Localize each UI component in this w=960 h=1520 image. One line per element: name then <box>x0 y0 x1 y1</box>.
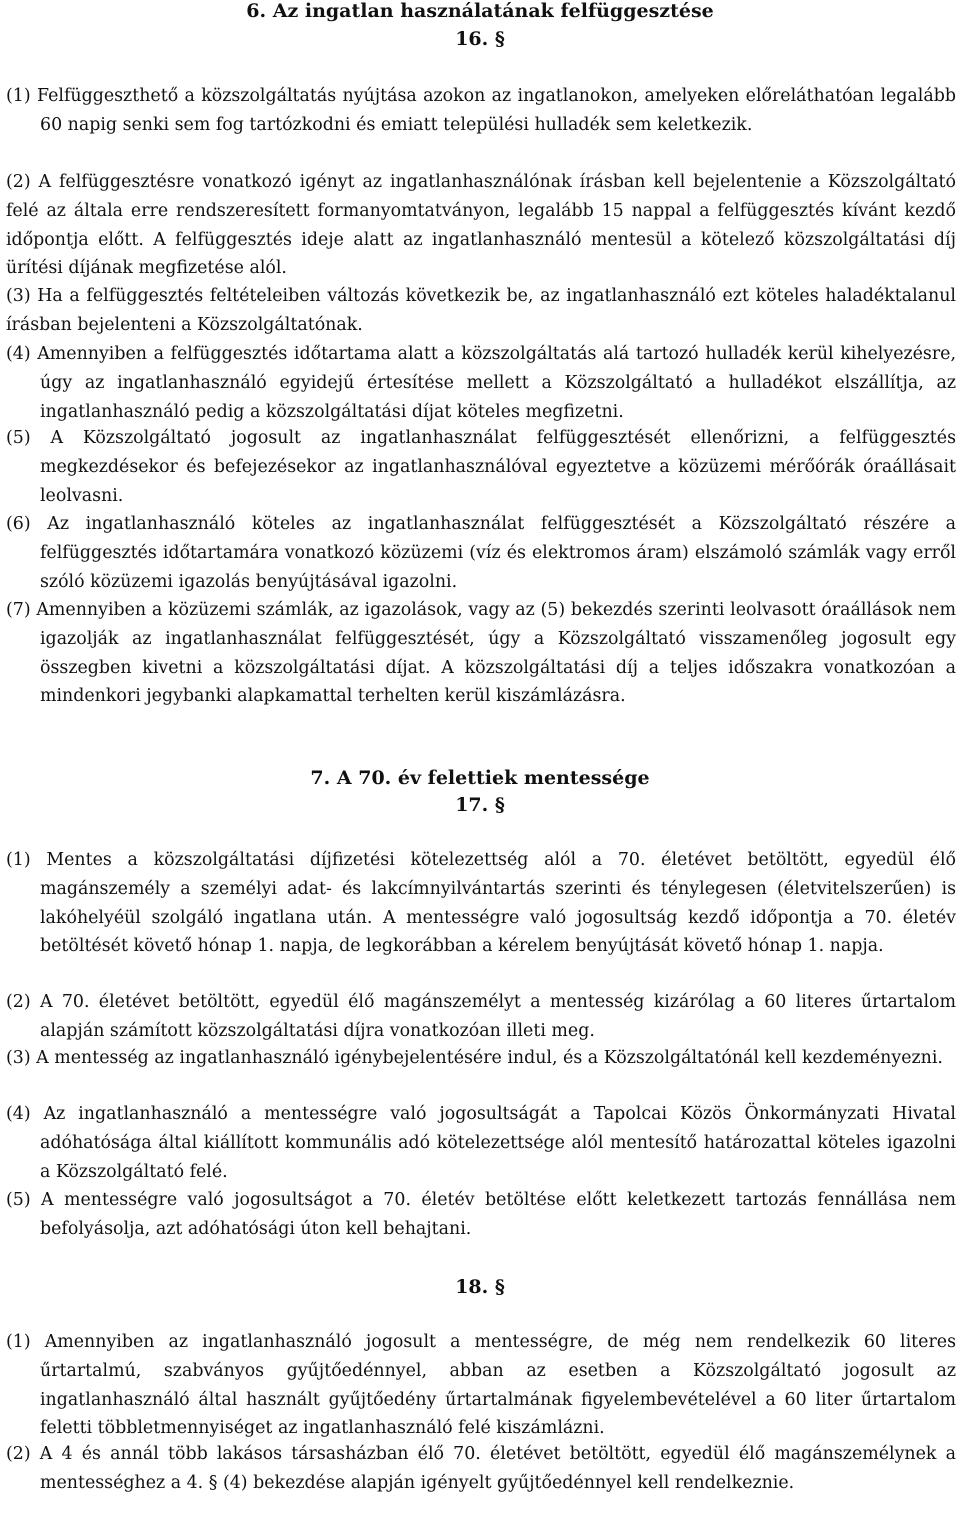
paragraph-18-item-2: (2) A 4 és annál több lakásos társasházban élő 70. életévet betöltött, egyedül élő magánszemélynek a mentességhez a 4. § (4) bekezdése alapján igényelt gyűjtőedénnyel kell rendelkeznie. <box>6 1444 956 1493</box>
paragraph-17-number: 17. § <box>455 794 505 816</box>
paragraph-17-item-4: (4) Az ingatlanhasználó a mentességre való jogosultságát a Tapolcai Közös Önkormányzati Hivatal adóhatósága által kiállított kommunális adó kötelezettsége alól mentesítő határozattal köteles igazolni a Közszolgáltató felé. <box>6 1104 956 1182</box>
paragraph-17-item-1: (1) Mentes a közszolgáltatási díjfizetési kötelezettség alól a 70. életévet betöltött, egyedül élő magánszemély a személyi adat- és lakcímnyilvántartás szerinti és ténylegesen (életvitelszerűen) is lakóhelyéül szolgáló ingatlana után. A mentességre való jogosultság kezdő időpontja a 70. életév betöltését követő hónap 1. napja, de legkorábban a kérelem benyújtását követő hónap 1. napja. <box>6 850 956 957</box>
paragraph-16-item-2: (2) A felfüggesztésre vonatkozó igényt az ingatlanhasználónak írásban kell bejelentenie a Közszolgáltató felé az általa erre rendszeresített formanyomtatványon, legalább 15 nappal a felfüggesztés kívánt kezdő időpontja előtt. A felfüggesztés ideje alatt az ingatlanhasználó mentesül a kötelező közszolgáltatási díj ürítési díjának megfizetése alól. <box>6 172 956 279</box>
paragraph-16-item-1: (1) Felfüggeszthető a közszolgáltatás nyújtása azokon az ingatlanokon, amelyeken előreláthatóan legalább 60 napig senki sem fog tartózkodni és emiatt települési hulladék sem keletkezik. <box>6 86 956 135</box>
section-7-title: 7. A 70. év felettiek mentessége <box>310 767 650 789</box>
paragraph-16-item-5: (5) A Közszolgáltató jogosult az ingatlanhasználat felfüggesztését ellenőrizni, a felfüggesztés megkezdésekor és befejezésekor az ingatlanhasználóval egyeztetve a közüzemi mérőórák óraállásait leolvasni. <box>6 428 956 506</box>
paragraph-16-item-3: (3) Ha a felfüggesztés feltételeiben változás következik be, az ingatlanhasználó ezt köteles haladéktalanul írásban bejelenteni a Közszolgáltatónak. <box>6 286 956 335</box>
paragraph-16-number: 16. § <box>455 28 505 50</box>
paragraph-18-number: 18. § <box>455 1276 505 1298</box>
paragraph-17-item-3: (3) A mentesség az ingatlanhasználó igénybejelentésére indul, és a Közszolgáltatónál kell kezdeményezni. <box>6 1048 943 1068</box>
paragraph-16-item-7: (7) Amennyiben a közüzemi számlák, az igazolások, vagy az (5) bekezdés szerinti leolvasott óraállások nem igazolják az ingatlanhasználat felfüggesztését, úgy a Közszolgáltató visszamenőleg jogosult egy összegben kivetni a közszolgáltatási díjat. A közszolgáltatási díj a teljes időszakra vonatkozóan a mindenkori jegybanki alapkamattal terhelten kerül kiszámlázásra. <box>6 600 956 707</box>
section-6-title: 6. Az ingatlan használatának felfüggesztése <box>246 0 714 22</box>
paragraph-16-item-4: (4) Amennyiben a felfüggesztés időtartama alatt a közszolgáltatás alá tartozó hulladék kerül kihelyezésre, úgy az ingatlanhasználó egyidejű értesítése mellett a Közszolgáltató a hulladékot elszállítja, az ingatlanhasználó pedig a közszolgáltatási díjat köteles megfizetni. <box>6 344 956 422</box>
paragraph-17-item-2: (2) A 70. életévet betöltött, egyedül élő magánszemélyt a mentesség kizárólag a 60 literes űrtartalom alapján számított közszolgáltatási díjra vonatkozóan illeti meg. <box>6 992 956 1041</box>
paragraph-16-item-6: (6) Az ingatlanhasználó köteles az ingatlanhasználat felfüggesztését a Közszolgáltató részére a felfüggesztés időtartamára vonatkozó közüzemi (víz és elektromos áram) elszámoló számlák vagy erről szóló közüzemi igazolás benyújtásával igazolni. <box>6 514 956 592</box>
paragraph-18-item-1: (1) Amennyiben az ingatlanhasználó jogosult a mentességre, de még nem rendelkezik 60 literes űrtartalmú, szabványos gyűjtőedénnyel, abban az esetben a Közszolgáltató jogosult az ingatlanhasználó által használt gyűjtőedény űrtartalmának figyelembevételével a 60 liter űrtartalom feletti többletmennyiséget az ingatlanhasználó felé kiszámlázni. <box>6 1332 956 1439</box>
paragraph-17-item-5: (5) A mentességre való jogosultságot a 70. életév betöltése előtt keletkezett tartozás fennállása nem befolyásolja, azt adóhatósági úton kell behajtani. <box>6 1190 956 1239</box>
